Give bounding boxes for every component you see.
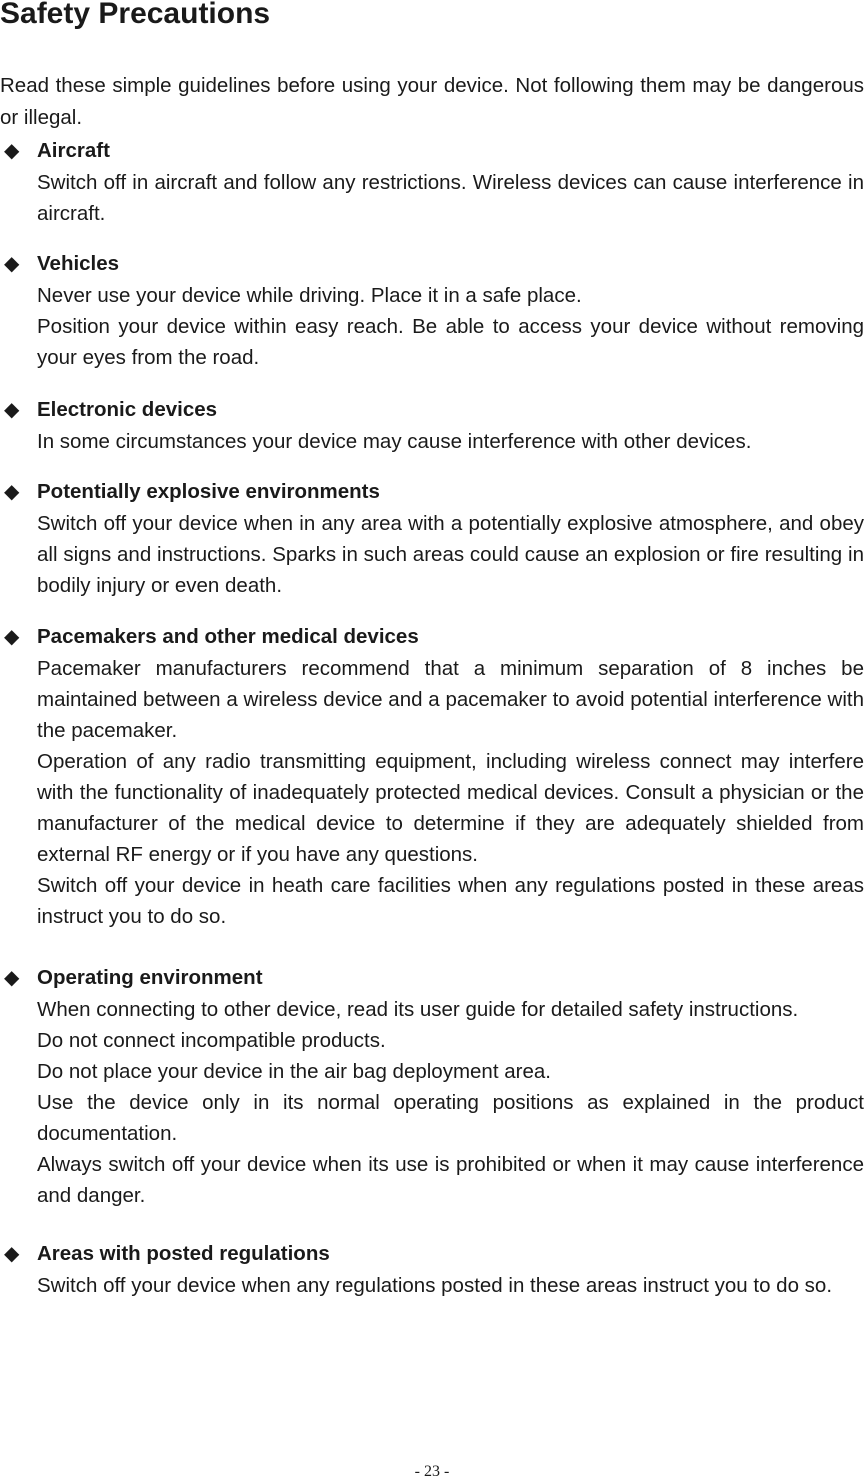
- section-heading: Pacemakers and other medical devices: [37, 625, 419, 648]
- section-aircraft: [0, 135, 864, 229]
- page-number: - 23 -: [414, 1463, 450, 1480]
- section-paragraph: Operation of any radio transmitting equipment, including wireless connect may interfere with the functionality of inadequately protected medical devices. Consult a physician or the manufacturer of the medical device to determine if they are adequately shielded from external RF energy or if you have any questions.: [37, 750, 864, 866]
- section-paragraph: Switch off your device when in any area with a potentially explosive atmosphere, and obey all signs and instructions. Sparks in such areas could cause an explosion or fire resulting in bodily injury or even death.: [37, 512, 864, 597]
- section-paragraph: Pacemaker manufacturers recommend that a minimum separation of 8 inches be maintained between a wireless device and a pacemaker to avoid potential interference with the pacemaker.: [37, 657, 864, 742]
- section-paragraph: Switch off your device in heath care facilities when any regulations posted in these areas instruct you to do so.: [37, 874, 864, 928]
- page-title: Safety Precautions: [0, 0, 271, 30]
- section-paragraph: Do not connect incompatible products.: [37, 1029, 386, 1052]
- section-vehicles: [0, 248, 864, 373]
- section-paragraph: Switch off in aircraft and follow any restrictions. Wireless devices can cause interference in aircraft.: [37, 171, 864, 225]
- section-heading: Electronic devices: [37, 398, 218, 421]
- section-paragraph: Switch off your device when any regulations posted in these areas instruct you to do so.: [37, 1274, 833, 1297]
- diamond-bullet-icon: ◆: [4, 253, 20, 275]
- section-paragraph: Position your device within easy reach. Be able to access your device without removing your eyes from the road.: [37, 315, 864, 369]
- section-pacemakers: [0, 621, 864, 932]
- diamond-bullet-icon: ◆: [4, 967, 20, 989]
- diamond-bullet-icon: ◆: [4, 626, 20, 648]
- intro-paragraph: Read these simple guidelines before using your device. Not following them may be dangerous or illegal.: [0, 74, 864, 129]
- section-paragraph: When connecting to other device, read its user guide for detailed safety instructions.: [37, 998, 799, 1021]
- section-posted-regulations: [0, 1238, 864, 1301]
- section-operating-environment: [0, 962, 864, 1211]
- section-paragraph: Never use your device while driving. Place it in a safe place.: [37, 284, 582, 307]
- section-paragraph: Do not place your device in the air bag deployment area.: [37, 1060, 551, 1083]
- section-paragraph: Use the device only in its normal operating positions as explained in the product documentation.: [37, 1091, 864, 1145]
- diamond-bullet-icon: ◆: [4, 399, 20, 421]
- diamond-bullet-icon: ◆: [4, 140, 20, 162]
- section-heading: Operating environment: [37, 966, 263, 989]
- section-electronic-devices: [0, 394, 864, 457]
- diamond-bullet-icon: ◆: [4, 1243, 20, 1265]
- section-heading: Areas with posted regulations: [37, 1242, 330, 1265]
- section-paragraph: In some circumstances your device may cause interference with other devices.: [37, 430, 752, 453]
- section-explosive-environments: [0, 476, 864, 601]
- section-paragraph: Always switch off your device when its use is prohibited or when it may cause interference and danger.: [37, 1153, 864, 1207]
- diamond-bullet-icon: ◆: [4, 481, 20, 503]
- section-heading: Aircraft: [37, 139, 110, 162]
- section-heading: Potentially explosive environments: [37, 480, 380, 503]
- section-heading: Vehicles: [37, 252, 120, 275]
